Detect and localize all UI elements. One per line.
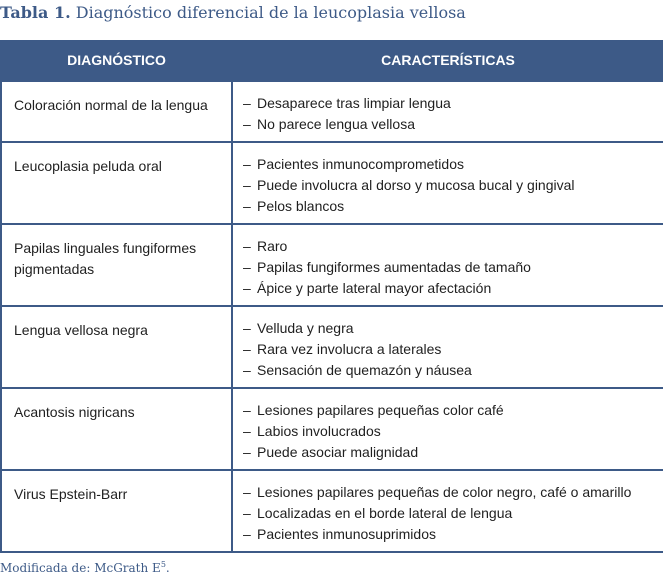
features-cell <box>232 306 663 388</box>
feature-item: – Puede asociar malignidad <box>243 442 655 463</box>
diagnosis-label: Coloración normal de la lengua <box>14 97 208 113</box>
feature-item: – Pacientes inmunocomprometidos <box>243 154 655 175</box>
table-row <box>1 81 663 142</box>
features-list <box>233 82 663 141</box>
features-list <box>233 143 663 223</box>
table-caption <box>0 3 466 22</box>
diagnosis-label: Virus Epstein-Barr <box>14 486 128 502</box>
features-cell <box>232 81 663 142</box>
diagnosis-label: Leucoplasia peluda oral <box>14 158 162 174</box>
diagnosis-cell <box>1 470 232 552</box>
feature-item: – Raro <box>243 236 655 257</box>
feature-item: – Sensación de quemazón y náusea <box>243 360 655 381</box>
diagnosis-cell <box>1 306 232 388</box>
table-title: Diagnóstico diferencial de la leucoplasia vellosa <box>75 3 466 22</box>
feature-item: – Localizadas en el borde lateral de lengua <box>243 503 655 524</box>
feature-item: – Pacientes inmunosuprimidos <box>243 524 655 545</box>
diagnosis-cell <box>1 388 232 470</box>
table-number: Tabla 1. <box>0 3 71 22</box>
diagnosis-cell <box>1 224 232 306</box>
source-text: Modificada de: McGrath E <box>0 561 161 575</box>
features-list <box>233 389 663 469</box>
feature-item: – Papilas fungiformes aumentadas de tamaño <box>243 257 655 278</box>
table-row <box>1 388 663 470</box>
feature-item: – Labios involucrados <box>243 421 655 442</box>
table-header-row <box>1 40 663 81</box>
diagnosis-label: Papilas linguales fungiformes pigmentadas <box>14 240 197 277</box>
source-note <box>0 560 170 575</box>
feature-item: – Velluda y negra <box>243 318 655 339</box>
features-list <box>233 225 663 305</box>
features-list <box>233 307 663 387</box>
feature-item: – Lesiones papilares pequeñas de color negro, café o amarillo <box>243 482 655 503</box>
feature-item: – Rara vez involucra a laterales <box>243 339 655 360</box>
features-cell <box>232 388 663 470</box>
feature-item: – Desaparece tras limpiar lengua <box>243 93 655 114</box>
table-row <box>1 224 663 306</box>
features-cell <box>232 470 663 552</box>
table-row <box>1 470 663 552</box>
diagnosis-cell <box>1 81 232 142</box>
features-list <box>233 471 663 551</box>
features-cell <box>232 142 663 224</box>
diagnosis-label: Lengua vellosa negra <box>14 322 148 338</box>
feature-item: – Lesiones papilares pequeñas color café <box>243 400 655 421</box>
diagnosis-label: Acantosis nigricans <box>14 404 135 420</box>
source-end: . <box>165 561 170 575</box>
differential-diagnosis-table <box>0 40 663 553</box>
feature-item: – Puede involucra al dorso y mucosa bucal y gingival <box>243 175 655 196</box>
feature-item: – Pelos blancos <box>243 196 655 217</box>
diagnosis-cell <box>1 142 232 224</box>
column-header-features: CARACTERÍSTICAS <box>232 40 663 81</box>
table-row <box>1 142 663 224</box>
source-reference: 5 <box>160 560 166 569</box>
features-cell <box>232 224 663 306</box>
feature-item: – No parece lengua vellosa <box>243 114 655 135</box>
column-header-diagnosis: DIAGNÓSTICO <box>1 40 232 81</box>
feature-item: – Ápice y parte lateral mayor afectación <box>243 278 655 299</box>
table-row <box>1 306 663 388</box>
